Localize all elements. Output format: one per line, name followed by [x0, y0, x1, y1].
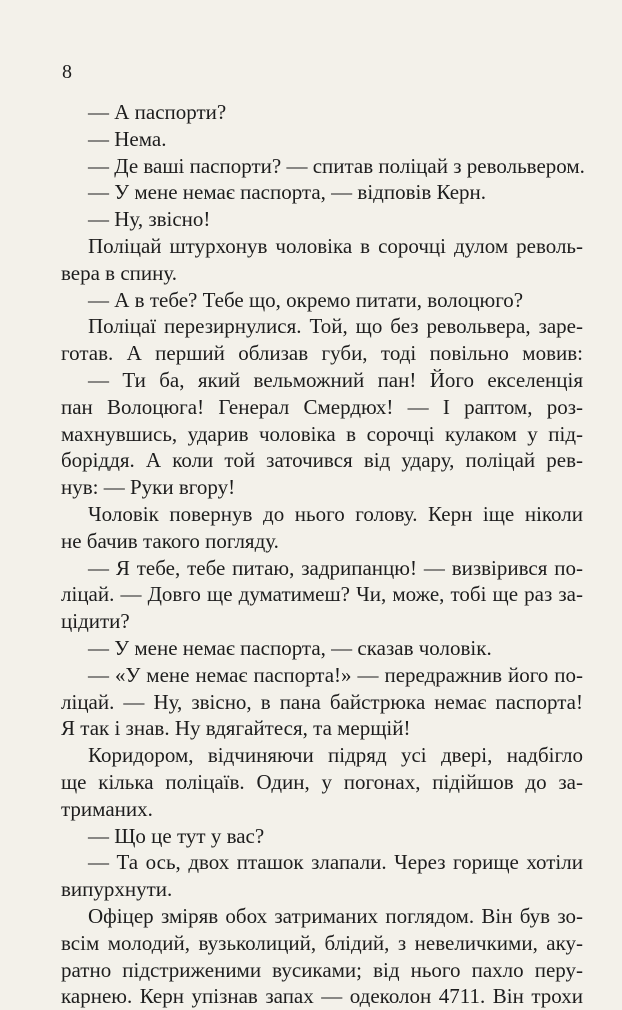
- page-number: 8: [62, 61, 72, 83]
- text-line: махнувшись, ударив чоловіка в сорочці кулаком у під-: [61, 421, 583, 446]
- text-line: ратно підстриженими вусиками; від нього пахло перу-: [61, 957, 583, 982]
- paragraph-first-line: Офіцер зміряв обох затриманих поглядом. Він був зо-: [88, 903, 583, 928]
- text-line: випурхнути.: [61, 877, 173, 902]
- paragraph-first-line: — Я тебе, тебе питаю, задрипанцю! — визвірився по-: [88, 555, 583, 580]
- paragraph-first-line: Коридором, відчиняючи підряд усі двері, надбігло: [88, 743, 583, 768]
- text-line: ліцай. — Довго ще думатимеш? Чи, може, тобі ще раз за-: [61, 582, 583, 607]
- text-line: карнею. Керн упізнав запах — одеколон 4711. Він трохи: [61, 984, 583, 1009]
- paragraph-first-line: — А паспорти?: [88, 100, 227, 124]
- paragraph-first-line: — «У мене немає паспорта!» — передражнив його по-: [88, 662, 583, 687]
- text-line: нув: — Руки вгору!: [61, 475, 236, 500]
- text-line: боріддя. А коли той заточився від удару, поліцай рев-: [61, 448, 583, 473]
- paragraph-first-line: — У мене немає паспорта, — сказав чоловік.: [88, 635, 492, 660]
- paragraph-first-line: Чоловік повернув до нього голову. Керн іще ніколи: [88, 501, 583, 526]
- paragraph-first-line: — Та ось, двох пташок злапали. Через горище хотіли: [88, 850, 583, 875]
- paragraph-first-line: Поліцай штурхонув чоловіка в сорочці дулом револь-: [88, 233, 583, 258]
- paragraph-first-line: — Що це тут у вас?: [88, 823, 265, 848]
- paragraph-first-line: — А в тебе? Тебе що, окремо питати, волоцюго?: [88, 287, 524, 312]
- text-line: не бачив такого погляду.: [61, 528, 279, 553]
- paragraph-first-line: — Нема.: [88, 126, 167, 151]
- text-line: триманих.: [61, 796, 153, 821]
- paragraph-first-line: Поліцаї перезирнулися. Той, що без револьвера, заре-: [88, 314, 583, 339]
- text-line: готав. А перший облизав губи, тоді повільно мовив:: [61, 341, 583, 366]
- paragraph-first-line: — Ти ба, який вельможний пан! Його екселенція: [88, 367, 583, 392]
- paragraph-first-line: — Де ваші паспорти? — спитав поліцай з револьвером.: [88, 153, 585, 178]
- text-line: ще кілька поліцаїв. Один, у погонах, підійшов до за-: [61, 769, 583, 794]
- text-line: ліцай. — Ну, звісно, в пана байстрюка немає паспорта!: [61, 689, 583, 714]
- text-line: Я так і знав. Ну вдягайтеся, та мерщій!: [61, 716, 411, 741]
- text-line: вера в спину.: [61, 260, 178, 285]
- text-line: всім молодий, вузьколиций, блідий, з невеличкими, аку-: [61, 930, 583, 955]
- paragraph-first-line: — Ну, звісно!: [88, 207, 211, 232]
- text-line: цідити?: [61, 609, 130, 634]
- paragraph-first-line: — У мене немає паспорта, — відповів Керн.: [88, 180, 487, 205]
- body-text: [61, 99, 585, 1010]
- text-line: пан Волоцюга! Генерал Смердюх! — І раптом, роз-: [61, 394, 583, 419]
